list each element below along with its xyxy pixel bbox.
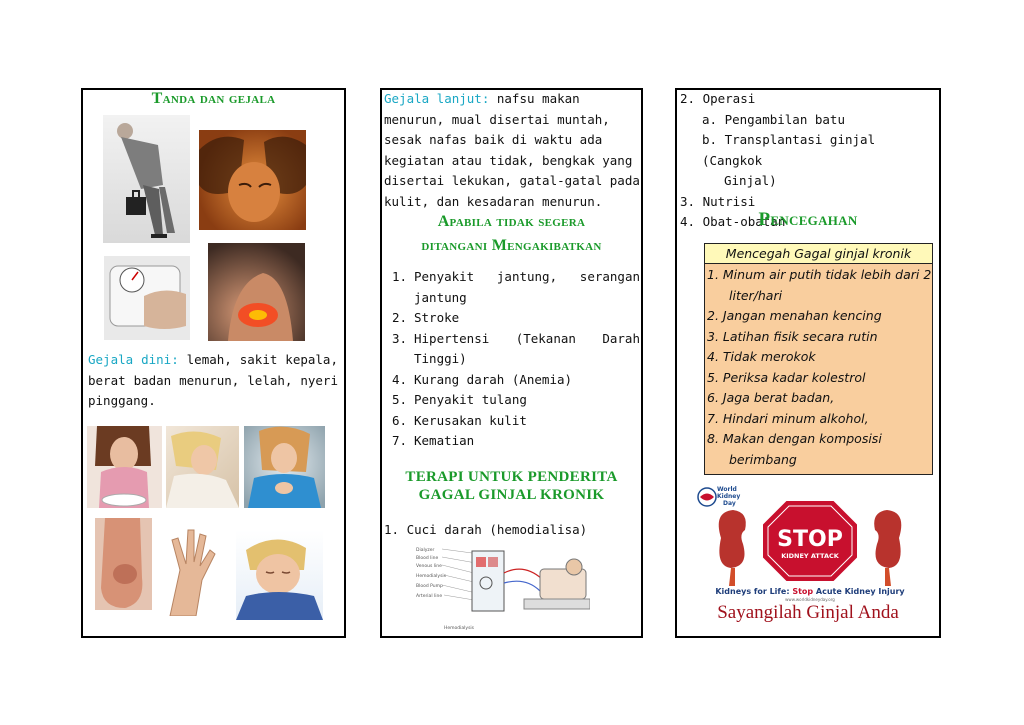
list-item: 7. Kematian (392, 433, 475, 448)
closing-slogan: Sayangilah Ginjal Anda (717, 602, 899, 623)
kidney-icon (874, 510, 901, 586)
symptoms-heading: Tanda dan gejala (151, 90, 276, 107)
list-item: 4. Obat-obatan (680, 214, 786, 229)
list-item: 3. Latihan fisik secara rutin (707, 328, 878, 344)
therapy-heading (380, 468, 643, 504)
list-item: 2. Operasi (680, 91, 756, 106)
diagram-label: Hemodialysis (444, 626, 475, 631)
stop-sign-icon (762, 500, 858, 582)
diagram-label: Venous line (416, 564, 442, 569)
photo-no-appetite (87, 426, 162, 508)
list-item: 4. Tidak merokok (707, 349, 816, 364)
therapy-heading-line1: TERAPI UNTUK PENDERITA (405, 469, 618, 485)
list-item: 6. Kerusakan kulit (392, 412, 527, 428)
photo-back-pain (208, 243, 305, 341)
list-item: 2. Jangan menahan kencing (707, 308, 882, 323)
list-item: 3. Nutrisi (680, 193, 756, 209)
svg-text:STOP: STOP (777, 527, 843, 552)
list-item: b. Transplantasi ginjal (Cangkok (702, 132, 876, 168)
list-item: 3. Hipertensi (Tekanan Darah Tinggi) (392, 330, 640, 366)
list-item: 1. Minum air putih tidak lebih dari 2 liter/hari (707, 267, 932, 303)
list-item: 8. Makan dengan komposisi berimbang (707, 431, 882, 467)
photo-tired-man (103, 115, 190, 243)
list-item: 2. Stroke (392, 310, 460, 325)
kidney-icon (719, 510, 746, 586)
photo-short-breath (244, 426, 325, 508)
prevention-heading: Pencegahan (758, 209, 858, 230)
world-kidney-day-logo (698, 486, 740, 507)
complications-heading-line1: Apabila tidak segera (437, 213, 586, 230)
therapy-item-1: 1. Cuci darah (hemodialisa) (384, 522, 588, 537)
early-symptoms-text: lemah, sakit kepala, berat badan menurun, lelah, nyeri pinggang. (88, 352, 338, 408)
svg-text:World: World (717, 486, 737, 493)
early-symptoms (88, 350, 338, 412)
hemodialysis-diagram (414, 543, 590, 633)
diagram-label: Hemodialysis (416, 574, 447, 579)
list-item: 1. Penyakit jantung, serangan jantung (392, 269, 640, 305)
prevention-box (704, 243, 933, 475)
complications-heading-line2: ditangani Mengakibatkan (421, 237, 602, 254)
photo-weight-scale (104, 256, 190, 340)
photo-nausea (166, 426, 239, 508)
list-item: 6. Jaga berat badan, (707, 390, 835, 405)
svg-text:Day: Day (723, 500, 736, 507)
poster-banner: Kidneys for Life: Stop Acute Kidney Injury (715, 587, 905, 596)
early-symptoms-label: Gejala dini: (88, 352, 179, 367)
late-symptoms-text: nafsu makan menurun, mual disertai muntah, sesak nafas baik di waktu ada kegiatan atau tidak, bengkak yang disertai lekukan, gatal-gatal pada kulit, dan kesadaran menurun. (384, 91, 640, 209)
list-item: 4. Kurang darah (Anemia) (392, 371, 573, 387)
list-item: 5. Penyakit tulang (392, 392, 527, 407)
photo-headache (199, 130, 306, 230)
diagram-label: Blood Pump (416, 584, 443, 589)
prevention-box-title: Mencegah Gagal ginjal kronik (705, 244, 932, 264)
late-symptoms (384, 89, 640, 212)
list-item: a. Pengambilan batu (702, 111, 845, 127)
photo-joint-pain (160, 520, 225, 616)
list-item: 7. Hindari minum alkohol, (707, 410, 869, 426)
late-symptoms-label: Gejala lanjut: (384, 91, 490, 106)
complications-list (392, 267, 640, 452)
svg-text:KIDNEY ATTACK: KIDNEY ATTACK (781, 552, 839, 560)
diagram-label: Blood line (416, 556, 439, 561)
photo-swollen-foot (95, 518, 152, 610)
photo-unconscious (236, 530, 323, 620)
list-item: Ginjal) (724, 173, 777, 188)
complications-heading (380, 210, 643, 258)
svg-text:Kidney: Kidney (717, 493, 741, 500)
world-kidney-day-poster (693, 482, 927, 604)
diagram-label: Arterial line (416, 594, 443, 599)
diagram-label: Dialyzer (416, 548, 435, 553)
poster-url: www.worldkidneyday.org (785, 597, 835, 602)
therapy-heading-line2: GAGAL GINJAL KRONIK (418, 487, 605, 503)
list-item: 5. Periksa kadar kolestrol (707, 369, 866, 385)
